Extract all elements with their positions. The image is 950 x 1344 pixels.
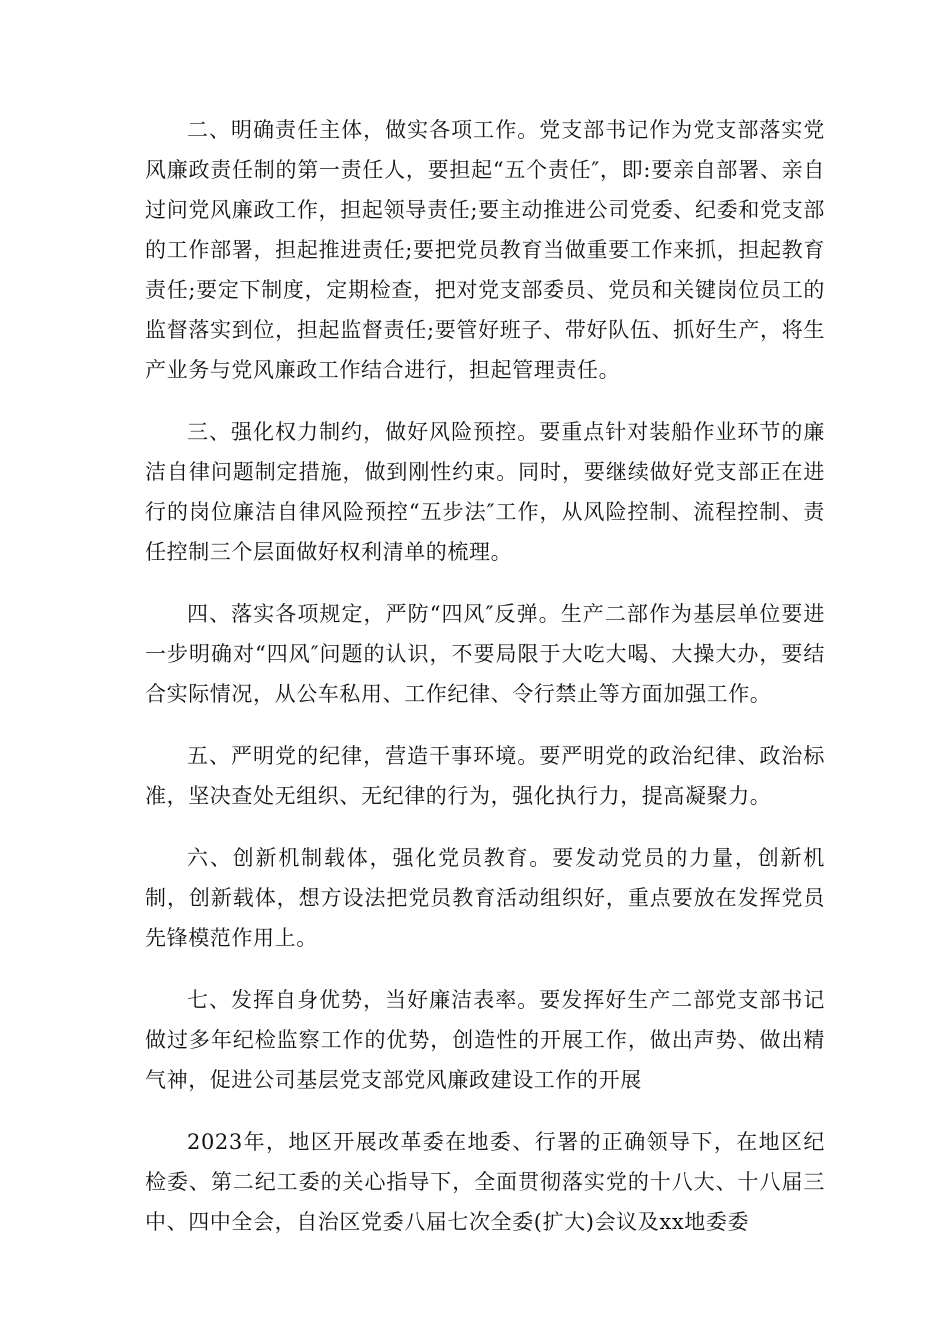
paragraph-power-restraint: 三、强化权力制约，做好风险预控。要重点针对装船作业环节的廉洁自律问题制定措施，做到刚性约束。同时，要继续做好党支部正在进行的岗位廉洁自律风险预控“五步法″工作，从风险控制、流程控制、责任控制三个层面做好权利清单的梳理。 — [145, 420, 825, 564]
paragraph-four-winds: 四、落实各项规定，严防“四风″反弹。生产二部作为基层单位要进一步明确对“四风″问题的认识，不要局限于大吃大喝、大操大办，要结合实际情况，从公车私用、工作纪律、令行禁止等方面加强工作。 — [145, 602, 825, 706]
paragraph-member-education: 六、创新机制载体，强化党员教育。要发动党员的力量，创新机制，创新载体，想方设法把党员教育活动组织好，重点要放在发挥党员先锋模范作用上。 — [145, 846, 825, 950]
document-body — [145, 110, 825, 1264]
paragraph-exemplary-role: 七、发挥自身优势，当好廉洁表率。要发挥好生产二部党支部书记做过多年纪检监察工作的优势，创造性的开展工作，做出声势、做出精气神，促进公司基层党支部党风廉政建设工作的开展 — [145, 988, 825, 1092]
paragraph-party-discipline: 五、严明党的纪律，营造干事环境。要严明党的政治纪律、政治标准，坚决查处无组织、无纪律的行为，强化执行力，提高凝聚力。 — [145, 744, 825, 808]
paragraph-2023-summary: 2023年，地区开展改革委在地委、行署的正确领导下，在地区纪检委、第二纪工委的关心指导下，全面贯彻落实党的十八大、十八届三中、四中全会，自治区党委八届七次全委(扩大)会议及xx地委委 — [145, 1130, 825, 1234]
paragraph-responsibility: 二、明确责任主体，做实各项工作。党支部书记作为党支部落实党风廉政责任制的第一责任人，要担起“五个责任″，即:要亲自部署、亲自过问党风廉政工作，担起领导责任;要主动推进公司党委、纪委和党支部的工作部署，担起推进责任;要把党员教育当做重要工作来抓，担起教育责任;要定下制度，定期检查，把对党支部委员、党员和关键岗位员工的监督落实到位，担起监督责任;要管好班子、带好队伍、抓好生产，将生产业务与党风廉政工作结合进行，担起管理责任。 — [145, 118, 825, 382]
